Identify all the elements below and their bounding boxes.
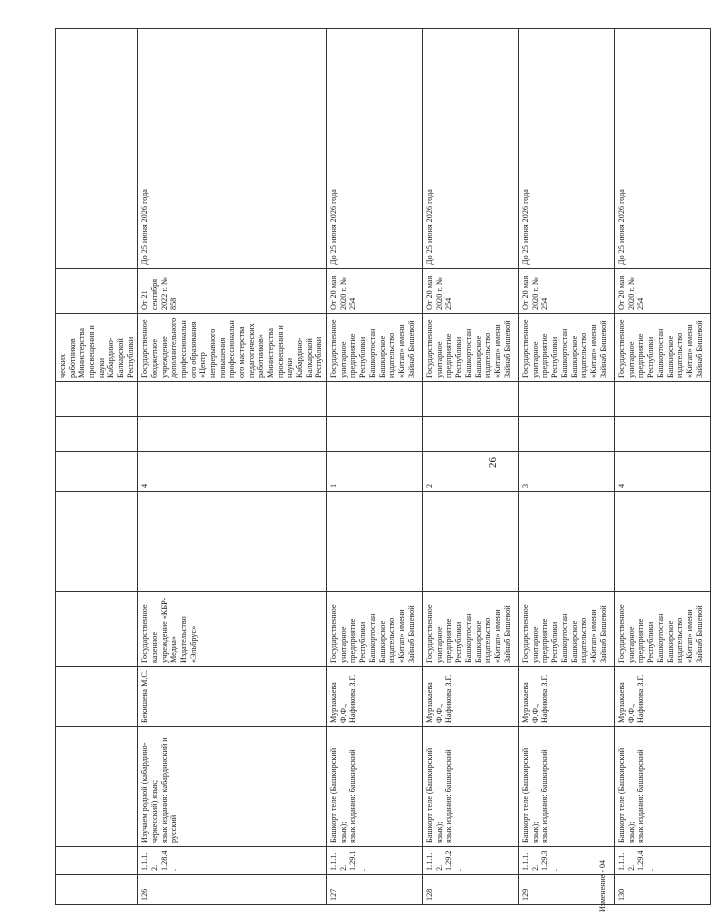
textbook-list-table xyxy=(55,28,711,905)
cell-term: До 25 июня 2026 года xyxy=(327,29,423,269)
cell-term: До 25 июня 2026 года xyxy=(138,29,327,269)
cell-num: 129 xyxy=(519,875,615,905)
cell-code: 1.1.1.2. 1.29.3. xyxy=(519,847,615,875)
cell-code: 1.1.1.2. 1.29.4. xyxy=(615,847,711,875)
cell-empty xyxy=(56,727,138,847)
cell-order: От 20 мая 2020 г. № 254 xyxy=(615,269,711,314)
continuation-row xyxy=(56,29,138,905)
cell-empty xyxy=(423,492,519,592)
cell-empty xyxy=(615,417,711,452)
cell-title: Башкорт теле (Башкирский язык); язык издания: башкирский xyxy=(327,727,423,847)
cell-code: 1.1.1.2. 1.29.1. xyxy=(327,847,423,875)
cell-order: От 20 мая 2020 г. № 254 xyxy=(423,269,519,314)
cell-empty xyxy=(327,492,423,592)
cell-empty xyxy=(56,382,138,417)
cell-copyright: Государственное унитарное предприятие Республики Башкортостан Башкирское издательство «Китап» имени Зайнаб Бишевой xyxy=(423,592,519,667)
cell-level: 1 xyxy=(327,452,423,492)
cell-code: 1.1.1.2. 1.28.4. xyxy=(138,847,327,875)
cell-empty xyxy=(519,417,615,452)
cell-code: 1.1.1.2. 1.29.2. xyxy=(423,847,519,875)
cell-authors: Бекишева М.С. xyxy=(138,667,327,727)
table-row xyxy=(138,29,327,905)
cell-empty xyxy=(56,29,138,269)
cell-term: До 25 июня 2026 года xyxy=(615,29,711,269)
cell-publisher: Государственное бюджетное учреждение дополнительного профессионального образования «Центр непрерывного повышения профессионального мастерства педагогических работников» Министерства просвещения и науки Кабардино-Балкарской Республики xyxy=(138,314,327,382)
cell-publisher: Государственное унитарное предприятие Республики Башкортостан Башкирское издательство «Китап» имени Зайнаб Бишевой xyxy=(615,314,711,382)
cell-publisher: Государственное унитарное предприятие Республики Башкортостан Башкирское издательство «Китап» имени Зайнаб Бишевой xyxy=(519,314,615,382)
cell-num: 130 xyxy=(615,875,711,905)
cell-num: 128 xyxy=(423,875,519,905)
cell-empty xyxy=(56,417,138,452)
cell-term: До 25 июня 2026 года xyxy=(519,29,615,269)
cell-empty xyxy=(615,382,711,417)
cell-authors: Мурзакаева Ф.Ф., Нафикова З.Г. xyxy=(327,667,423,727)
cell-empty xyxy=(56,269,138,314)
cell-order: От 20 мая 2020 г. № 254 xyxy=(327,269,423,314)
cell-level: 4 xyxy=(138,452,327,492)
cell-copyright: Государственное унитарное предприятие Республики Башкортостан Башкирское издательство «Китап» имени Зайнаб Бишевой xyxy=(615,592,711,667)
cell-authors: Мурзакаева Ф.Ф., Нафикова З.Г. xyxy=(615,667,711,727)
cell-num: 126 xyxy=(138,875,327,905)
cell-empty xyxy=(56,592,138,667)
cell-empty xyxy=(519,492,615,592)
cell-empty xyxy=(519,382,615,417)
cell-empty xyxy=(327,417,423,452)
cell-level: 4 xyxy=(615,452,711,492)
cell-empty xyxy=(56,452,138,492)
cell-copyright: Государственное унитарное предприятие Республики Башкортостан Башкирское издательство «Китап» имени Зайнаб Бишевой xyxy=(519,592,615,667)
cell-empty xyxy=(56,847,138,875)
table-row xyxy=(423,29,519,905)
cell-title: Башкорт теле (Башкирский язык); язык издания: башкирский xyxy=(423,727,519,847)
cell-title: Изучаем родной (кабардино-черкесский) язык; язык издания: кабардинский и русский xyxy=(138,727,327,847)
cell-publisher: Государственное унитарное предприятие Республики Башкортостан Башкирское издательство «Китап» имени Зайнаб Бишевой xyxy=(327,314,423,382)
cell-empty xyxy=(327,382,423,417)
cell-publisher: Государственное унитарное предприятие Республики Башкортостан Башкирское издательство «Китап» имени Зайнаб Бишевой xyxy=(423,314,519,382)
rotated-table-wrapper xyxy=(55,35,704,905)
cell-level: 2 xyxy=(423,452,519,492)
cell-authors: Мурзакаева Ф.Ф., Нафикова З.Г. xyxy=(519,667,615,727)
cell-empty xyxy=(56,492,138,592)
cell-empty xyxy=(138,417,327,452)
cell-title: Башкорт теле (Башкирский язык); язык издания: башкирский xyxy=(615,727,711,847)
cell-level: 3 xyxy=(519,452,615,492)
cell-empty xyxy=(56,667,138,727)
cell-empty xyxy=(615,492,711,592)
footer-revision: Изменение - 04 xyxy=(598,859,607,912)
cell-term: До 25 июня 2026 года xyxy=(423,29,519,269)
table-row xyxy=(519,29,615,905)
cell-order: От 20 мая 2020 г. № 254 xyxy=(519,269,615,314)
page-number: 26 xyxy=(487,457,499,468)
cell-authors: Мурзакаева Ф.Ф., Нафикова З.Г. xyxy=(423,667,519,727)
cell-empty xyxy=(56,875,138,905)
cell-title: Башкорт теле (Башкирский язык); язык издания: башкирский xyxy=(519,727,615,847)
cell-empty xyxy=(423,382,519,417)
table-row xyxy=(327,29,423,905)
cell-order: От 21 сентября 2022 г. № 858 xyxy=(138,269,327,314)
cell-empty xyxy=(138,492,327,592)
cell-empty xyxy=(423,417,519,452)
cell-empty xyxy=(138,382,327,417)
cell-copyright: Государственное казенное учреждение «КБР-Медиа» Издательство «Эльбрус» xyxy=(138,592,327,667)
table-row xyxy=(615,29,711,905)
cell-publisher-continuation: ческих работников Министерства просвещения и науки Кабардино-Балкарской Республики xyxy=(56,314,138,382)
cell-copyright: Государственное унитарное предприятие Республики Башкортостан Башкирское издательство «Китап» имени Зайнаб Бишевой xyxy=(327,592,423,667)
cell-num: 127 xyxy=(327,875,423,905)
